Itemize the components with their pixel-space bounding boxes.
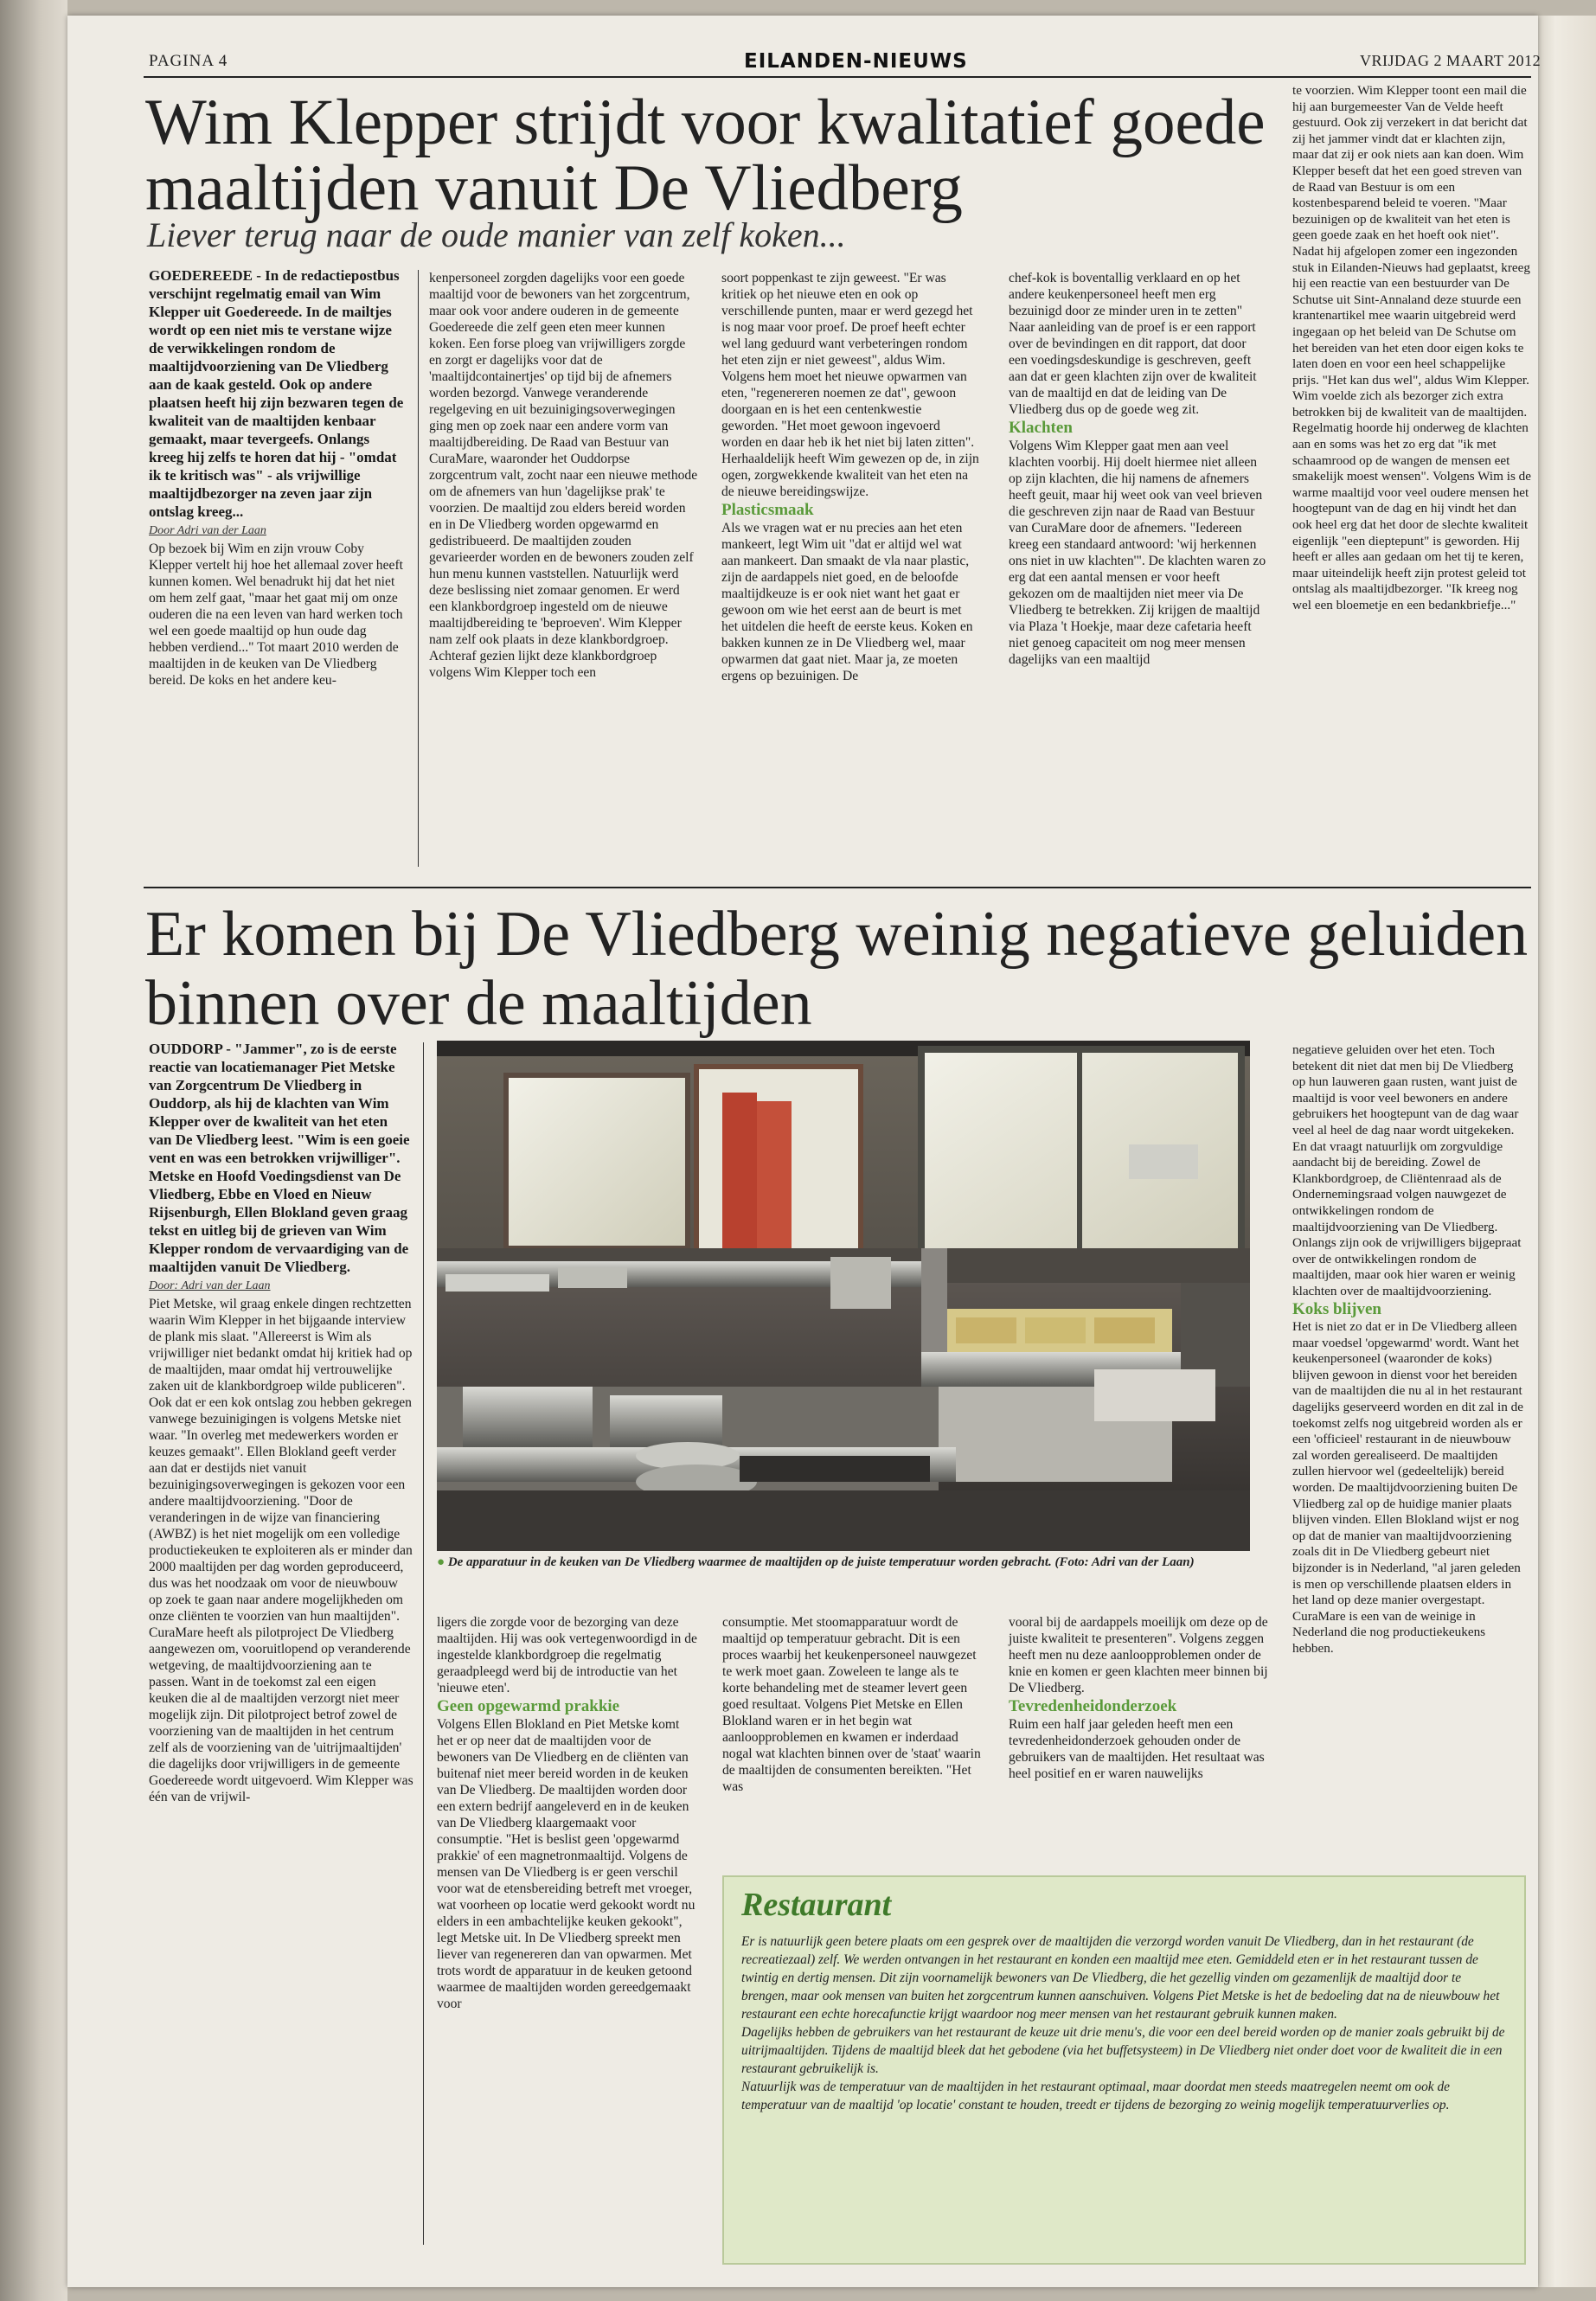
article1-lead: GOEDEREEDE - In de redactiepostbus verschijnt regelmatig email van Wim Klepper uit Goedereede. In de mailtjes wordt op een niet mis te verstane wijze de verwikkelingen rondom de maaltijdvoorziening van De Vliedberg aan de kaak gesteld. Ook op andere plaatsen heeft hij zijn bezwaren tegen de kwaliteit van de maaltijden kenbaar gemaakt, maar tevergeefs. Onlangs kreeg hij zelfs te horen dat hij - "omdat ik te kritisch was" - als vrijwillige maaltijdbezorger na zeven jaar zijn ontslag kreeg...	[149, 267, 404, 520]
article1-col1-body: Op bezoek bij Wim en zijn vrouw Coby Klepper vertelt hij hoe het allemaal zover heeft kunnen komen. Wel benadrukt hij dat het niet om hem zelf gaat, "maar het gaat mij om onze ouderen die na een leven van hard werken toch wel een goede maaltijd op hun oude dag hebben verdiend..." Tot maart 2010 werden de maaltijden in de keuken van De Vliedberg bereid. De koks en het andere keu-	[149, 542, 403, 688]
article1-col2-body: kenpersoneel zorgden dagelijks voor een goede maaltijd voor de bewoners van het zorgcentrum, maar ook voor andere ouderen in de gemeente Goedereede die zelf geen eten meer kunnen koken. Een forse ploeg van vrijwilligers zorgde en zorgt er dagelijks voor dat de 'maaltijdcontainertjes' op tijd bij de afnemers worden bezorgd. Vanwege veranderende regelgeving en uit bezuinigingsoverwegingen ging men op zoek naar een andere vorm van maaltijdbereiding. De Raad van Bestuur van CuraMare, waaronder het Ouddorpse zorgcentrum valt, zocht naar een nieuwe methode om de afnemers van hun 'dagelijkse prak' te voorzien. De maaltijd zou elders bereid worden en in De Vliedberg worden opgewarmd en gedistribueerd. De maaltijden zouden gevarieerder worden en de bewoners zouden zelf hun menu kunnen vaststellen. Natuurlijk werd deze beslissing niet zomaar genomen. Er werd een klankbordgroep ingesteld om de nieuwe maaltijdbereiding te 'beproeven'. Wim Klepper nam zelf ook plaats in deze klankbordgroep. Achteraf gezien lijkt deze klankbordgroep volgens Wim Klepper toch een	[429, 271, 698, 680]
header-rule	[144, 76, 1531, 78]
restaurant-body	[741, 1932, 1505, 2114]
article2-column-2	[437, 1614, 698, 2014]
article2-col2-body-b: Volgens Ellen Blokland en Piet Metske komt het er op neer dat de maaltijden voor de bewoners van De Vliedberg en de cliënten van buitenaf niet meer bereid worden in de keuken van De Vliedberg. De maaltijden worden door een extern bedrijf aangeleverd en in de keuken van De Vliedberg klaargemaakt voor consumptie. "Het is beslist geen 'opgewarmd prakkie' of een magnetronmaaltijd. Volgens de mensen van De Vliedberg is er geen verschil voor wat de etensbereiding betreft met vroeger, wat voorheen op locatie werd gekookt wordt nu elders in een ambachtelijke keuken gekookt", legt Metske uit. In De Vliedberg spreekt men liever van regenereren dan van opwarmen. Met trots wordt de apparatuur in de keuken getoond waarmee de maaltijden worden gereedgemaakt voor	[437, 1717, 695, 2011]
article2-col5-body-a: negatieve geluiden over het eten. Toch betekent dit niet dat men bij De Vliedberg op hun lauweren gaan rusten, want juist de maaltijd is voor veel bewoners en andere gebruikers het hoogtepunt van de dag waar veel al heel de dag naar wordt uitgekeken. En dat vraagt natuurlijk om zorgvuldige aandacht bij de bereiding. Zowel de Klankbordgroep, de Cliëntenraad als de Ondernemingsraad volgen nauwgezet de ontwikkelingen rondom de maaltijdvoorziening van De Vliedberg. Onlangs zijn ook de vrijwilligers bijgepraat over de ontwikkelingen rondom de maaltijden, maar ook hier waren er weinig klachten over de maaltijdvoorziening.	[1292, 1042, 1522, 1298]
article1-column-2	[429, 270, 699, 683]
restaurant-paragraph-1: Er is natuurlijk geen betere plaats om een gesprek over de maaltijden die verzorgd worden vanuit De Vliedberg, dan in het restaurant (de recreatiezaal) zelf. We werden ontvangen in het restaurant en konden een maaltijd mee eten. Gemiddeld eten er in het restaurant tussen de twintig en dertig mensen. Dit zijn voornamelijk bewoners van De Vliedberg, die het gezellig vinden om gezamenlijk de maaltijd door te brengen, maar ook mensen van buiten het zorgcentrum kunnen aanschuiven. Volgens Piet Metske is het de bedoeling dat na de nieuwbouw het restaurant een echte horecafunctie krijgt waardoor nog meer mensen van het restaurant gebruik kunnen maken.	[741, 1934, 1500, 2022]
restaurant-paragraph-3: Natuurlijk was de temperatuur van de maaltijden in het restaurant optimaal, maar doordat men steeds maatregelen neemt om ook de temperatuur van de maaltijd 'op locatie' constant te houden, treedt er tijdens de bezorging zo weinig mogelijk temperatuurverlies op.	[741, 2080, 1451, 2112]
article2-col1-body: Piet Metske, wil graag enkele dingen rechtzetten waarin Wim Klepper in het bijgaande interview de plank mis slaat. "Allereerst is Wim als vrijwilliger niet bedankt omdat hij kritiek had op de maaltijden, maar omdat hij vertrouwelijke zaken uit de klankbordgroep wilde publiceren". Ook dat er een kok ontslag zou hebben gekregen vanwege bezuinigingen is volgens Metske niet waar. "In overleg met medewerkers worden er keuzes gemaakt". Ellen Blokland geeft verder aan dat er destijds niet vanuit bezuinigingsoverwegingen is gekozen voor een andere maaltijdvoorziening. "Door de veranderingen in de wijze van financiering (AWBZ) is het niet mogelijk om een volledige productiekeuken te exploiteren als er minder dan 2000 maaltijden per dag worden geproduceerd, dus was het noodzaak om voor de nieuwbouw op zoek te gaan naar andere mogelijkheden om onze cliënten te voorzien van hun maaltijden". CuraMare heeft als pilotproject De Vliedberg aangewezen om, vooruitlopend op veranderende wetgeving, de maaltijdvoorziening aan te passen. Want in de toekomst zal een eigen keuken die al de maaltijden verzorgt niet meer mogelijk zijn. Dit pilotproject betrof zowel de voorziening van de maaltijden in het centrum zelf als de voorziening van de 'uitrijmaaltijden' die dagelijks door vrijwilligers in de gemeente Goedereede wordt uitgevoerd. Wim Klepper was één van de vrijwil-	[149, 1297, 413, 1804]
bullet-icon: ●	[437, 1555, 448, 1569]
restaurant-paragraph-2: Dagelijks hebben de gebruikers van het restaurant de keuze uit drie menu's, die voor een deel bereid worden op de manier zoals gebruikt bij de uitrijmaaltijden. Tijdens de maaltijd bleek dat het gebodene (via het buffetsysteem) in De Vliedberg niet onder doet voor de kwaliteit die in een restaurant gebruikelijk is.	[741, 2025, 1505, 2076]
article1-intertitle-klachten: Klachten	[1009, 419, 1073, 437]
article2-lead: OUDDORP - "Jammer", zo is de eerste reactie van locatiemanager Piet Metske van Zorgcentrum De Vliedberg in Ouddorp, als hij de klachten van Wim Klepper over de kwaliteit van het eten van De Vliedberg leest. "Wim is een goeie vent en was een betrokken vrijwilliger". Metske en Hoofd Voedingsdienst van De Vliedberg, Ebbe en Vloed en Nieuw Rijsenburgh, Ellen Blokland geven graag tekst en uitleg bij de grieven van Wim Klepper rondom de vervaardiging van de maaltijden vanuit De Vliedberg.	[149, 1041, 410, 1275]
article1-headline: Wim Klepper strijdt voor kwalitatief goede maaltijden vanuit De Vliedberg	[145, 87, 1266, 224]
article1-byline: Door Adri van der Laan	[149, 524, 266, 537]
article1-column-3	[721, 270, 981, 686]
kitchen-photo	[437, 1041, 1250, 1551]
article1-col4-body-a: chef-kok is boventallig verklaard en op het andere keukenpersoneel heeft men erg bezuinigd door ze minder uren in te zetten" Naar aanleiding van de proef is er een rapport over de bevindingen en dit rapport, dat door een voedingsdeskundige is geschreven, geeft aan dat er geen klachten zijn over de kwaliteit van de maaltijd en dat de leiding van De Vliedberg dus op de goede weg zit.	[1009, 271, 1257, 417]
article1-col4-body-b: Volgens Wim Klepper gaat men aan veel klachten voorbij. Hij doelt hiermee niet alleen op zijn klachten, die hij namens de afnemers heeft geuit, maar hij weet ook van veel brieven die geschreven zijn naar de Raad van Bestuur van CuraMare door de afnemers. "Iedereen kreeg een standaard antwoord: 'wij herkennen ons niet in uw klachten'". De klachten waren zo erg dat een aantal mensen er voor heeft gekozen om de maaltijden niet meer via De Vliedberg te betrekken. Zij krijgen de maaltijd via Plaza 't Hoekje, maar deze cafetaria heeft niet genoeg capaciteit om nog meer mensen dagelijks van een maaltijd	[1009, 439, 1266, 667]
photo-caption-text: De apparatuur in de keuken van De Vliedberg waarmee de maaltijden op de juiste temperatuur worden gebracht. (Foto: Adri van der Laan)	[447, 1555, 1195, 1569]
article1-column-1	[149, 266, 407, 690]
left-binding-edge	[0, 0, 67, 2301]
article2-column-4	[1009, 1614, 1268, 1784]
right-page-edge	[1538, 16, 1596, 2287]
article2-column-5	[1292, 1042, 1529, 1659]
article1-column-5	[1292, 83, 1531, 616]
article2-intertitle-prakkie: Geen opgewarmd prakkie	[437, 1697, 620, 1715]
article2-intertitle-tevredenheid: Tevredenheidonderzoek	[1009, 1697, 1177, 1715]
article-separator	[144, 887, 1531, 888]
article2-byline: Door: Adri van der Laan	[149, 1279, 271, 1292]
kitchen-photo-image	[437, 1041, 1250, 1551]
restaurant-title: Restaurant	[741, 1887, 892, 1923]
article2-col4-body-b: Ruim een half jaar geleden heeft men een tevredenheidonderzoek gehouden onder de gebruikers van de maaltijden. Het resultaat was heel positief en er waren nauwelijks	[1009, 1717, 1265, 1781]
article2-col3-body: consumptie. Met stoomapparatuur wordt de maaltijd op temperatuur gebracht. Dit is een proces waarbij het keukenpersoneel nauwgezet te werk moet gaan. Zoweleen te lange als te korte behandeling met de steamer levert geen goed resultaat. Volgens Piet Metske en Ellen Blokland waren er in het begin wat aanloopproblemen en kwamen er inderdaad nogal wat klachten binnen over de 'staat' waarin de maaltijden de consumenten bereikten. "Het was	[722, 1615, 981, 1794]
article2-col5-body-b: Het is niet zo dat er in De Vliedberg alleen maar voedsel 'opgewarmd' wordt. Want het keukenpersoneel (waaronder de koks) blijven gewoon in dienst voor het bereiden van de maaltijden die nu al in het restaurant dagelijks geserveerd worden en dit zal in de toekomst zelfs nog uitgebreid worden als er een 'officieel' restaurant in de nieuwbouw zal worden gerealiseerd. De maaltijden zullen hiervoor wel (gedeeltelijk) bereid worden. De maaltijdvoorziening buiten De Vliedberg zal op de huidige manier plaats blijven vinden. Ellen Blokland wijst er nog op dat de manier van maaltijdvoorziening zoals dit in De Vliedberg gebeurt niet bijzonder is in Nederland, "al jaren geleden is men op verschillende plaatsen elders in het land op deze manier overgestapt. CuraMare is een van de weinige in Nederland die nog productiekeukens hebben.	[1292, 1319, 1523, 1656]
article2-col4-body-a: vooral bij de aardappels moeilijk om deze op de juiste kwaliteit te presenteren". Volgens zeggen heeft men nu deze aanloopproblemen onder de knie en komen er geen klachten meer binnen bij De Vliedberg.	[1009, 1615, 1268, 1695]
article2-headline: Er komen bij De Vliedberg weinig negatieve geluiden binnen over de maaltijden	[145, 899, 1529, 1039]
article1-col3-body-b: Als we vragen wat er nu precies aan het eten mankeert, legt Wim uit "dat er altijd wel wat aan mankeert. Dan smaakt de vla naar plastic, zijn de aardappels niet goed, en de beloofde maaltijdkeuze is er ook niet want het gaat er gewoon om wie het eerst aan de beurt is met het uitdelen die heeft de eerste keus. Koken en bakken kunnen ze in De Vliedberg wel, maar opwarmen dat gaat niet. Maar ja, ze moeten ergens op bezuinigen. De	[721, 521, 973, 683]
photo-caption	[437, 1554, 1250, 1571]
article1-col5-body: te voorzien. Wim Klepper toont een mail die hij aan burgemeester Van de Velde heeft gestuurd. Ook zij verzekert in dat bericht dat zij het jammer vindt dat er klachten zijn, maar dat zij er ook niets aan kan doen. Wim Klepper beseft dat het een goed streven van de Raad van Bestuur is om een kostenbesparend beleid te voeren. "Maar bezuinigen op de kwaliteit van het eten is geen goede zaak en het hoeft ook niet". Nadat hij afgelopen zomer een ingezonden stuk in Eilanden-Nieuws had geplaatst, kreeg hij een reactie van een bestuurder van De Schutse uit Sint-Annaland deze stuurde een krantenartikel mee waarin uitgebreid werd ingegaan op het beleid van De Schutse om het bereiden van het eten door eigen koks te laten doen en voor een heel schappelijke prijs. "Het kan dus wel", aldus Wim Klepper. Wim voelde zich als bezorger zich extra betrokken bij de kwaliteit van de maaltijden. Regelmatig hoorde hij onderweg de klachten aan en soms was het zo erg dat "ik met schaamrood op de wangen de mensen eet smakelijk moest wensen". Volgens Wim is de warme maaltijd voor veel oudere mensen het hoogtepunt van de dag en hij vindt het dan ook heel erg dat het door de slechte kwaliteit eigenlijk "een dieptepunt" is geworden. Hij heeft er alles aan gedaan om het tij te keren, maar uiteindelijk heeft zijn protest geleid tot ontslag als maaltijdbezorger. "Ik kreeg nog wel een bloemetje en een bedankbriefje..."	[1292, 83, 1531, 612]
article2-column-1	[149, 1040, 413, 1807]
restaurant-sidebar-box	[722, 1875, 1526, 2265]
article1-intertitle-plasticsmaak: Plasticsmaak	[721, 501, 814, 519]
article1-col3-body-a: soort poppenkast te zijn geweest. "Er was kritiek op het nieuwe eten en ook op verschillende punten, maar er werd gezegd het is nog maar voor proef. De proef heeft echter wel lang geduurd want verbeteringen rondom het eten zijn er niet geweest", aldus Wim. Volgens hem moet het nieuwe opwarmen van eten, "regenereren noemen ze dat", gewoon doorgaan en is het een centenkwestie geworden. "Het moet gewoon ingevoerd worden en daar heb ik het niet bij laten zitten". Herhaaldelijk heeft Wim gewezen op de, in zijn ogen, zorgwekkende kwaliteit van het eten na de nieuwe bereidingswijze.	[721, 271, 979, 499]
issue-date: VRIJDAG 2 MAART 2012	[1360, 52, 1542, 69]
article2-col2-body-a: ligers die zorgde voor de bezorging van deze maaltijden. Hij was ook vertegenwoordigd in de ingestelde klankbordgroep die regelmatig geraadpleegd werd bij de introductie van het 'nieuwe eten'.	[437, 1615, 697, 1695]
column-divider	[418, 270, 419, 867]
page-number: PAGINA 4	[149, 52, 228, 70]
article2-column-3	[722, 1614, 982, 1797]
masthead: EILANDEN-NIEUWS	[744, 50, 968, 73]
column-divider	[423, 1042, 424, 2245]
article1-column-4	[1009, 270, 1268, 670]
article2-intertitle-koks: Koks blijven	[1292, 1299, 1381, 1318]
article1-subheadline: Liever terug naar de oude manier van zelf koken...	[147, 215, 846, 254]
